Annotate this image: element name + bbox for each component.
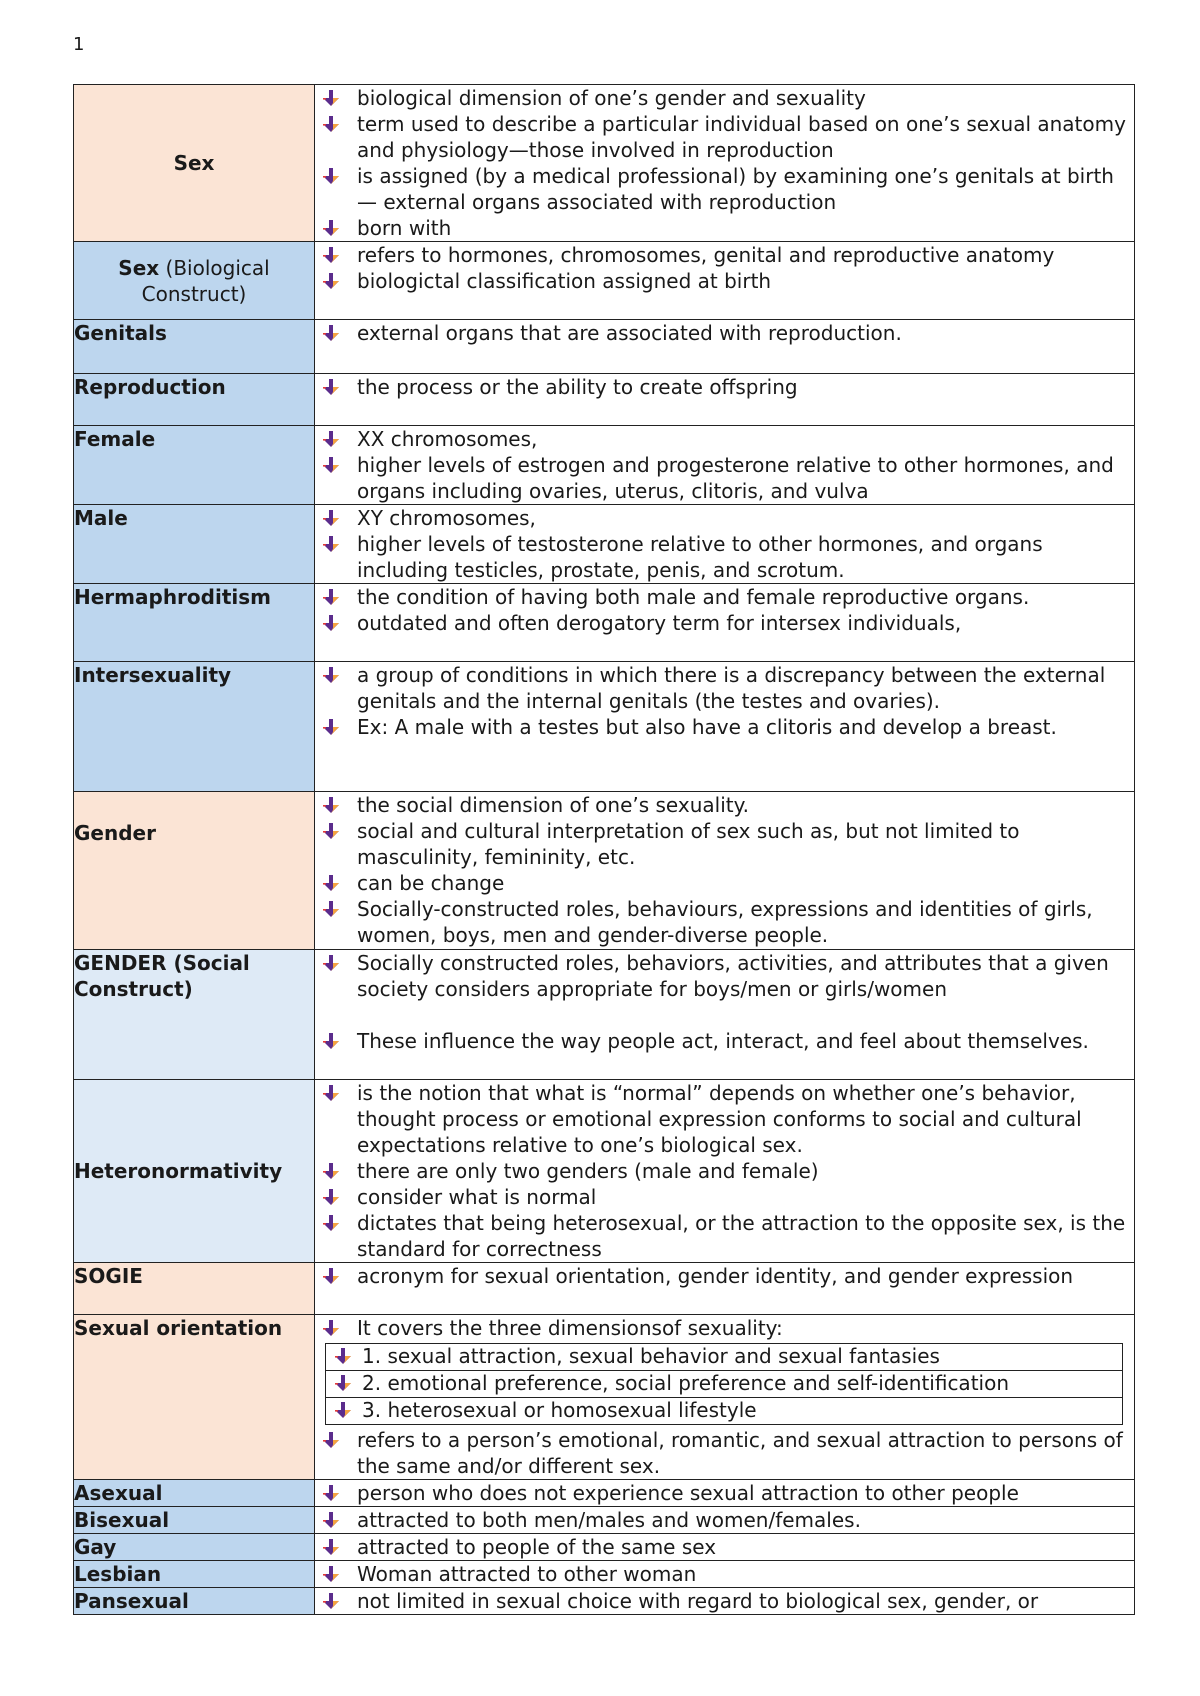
definition-cell — [315, 242, 1135, 320]
arrow-down-bullet-icon — [322, 796, 340, 814]
list-item: born with — [315, 215, 1134, 241]
term-label: Male — [74, 506, 128, 530]
table-row — [74, 426, 1135, 505]
arrow-down-bullet-icon — [322, 1511, 340, 1529]
term-cell — [74, 950, 315, 1080]
arrow-down-bullet-icon — [322, 1214, 340, 1232]
arrow-down-bullet-icon — [322, 900, 340, 918]
list-item: can be change — [315, 870, 1134, 896]
arrow-down-bullet-icon — [322, 89, 340, 107]
definition-cell — [315, 1315, 1135, 1480]
list-item: the social dimension of one’s sexuality. — [315, 792, 1134, 818]
list-item: higher levels of estrogen and progesterone relative to other hormones, and organs including ovaries, uterus, clitoris, and vulva — [315, 452, 1134, 504]
term-cell — [74, 1480, 315, 1507]
table-row — [74, 320, 1135, 374]
table-row — [74, 1263, 1135, 1315]
definition-cell — [315, 1263, 1135, 1315]
list-item: attracted to people of the same sex — [315, 1534, 1134, 1560]
arrow-down-bullet-icon — [322, 1032, 340, 1050]
list-item: acronym for sexual orientation, gender identity, and gender expression — [315, 1263, 1134, 1289]
list-gap — [315, 1002, 1134, 1028]
term-label: Hermaphroditism — [74, 585, 271, 609]
arrow-down-bullet-icon — [322, 246, 340, 264]
arrow-down-bullet-icon — [322, 1592, 340, 1610]
table-row — [74, 662, 1135, 792]
list-item: Ex: A male with a testes but also have a clitoris and develop a breast. — [315, 714, 1134, 740]
arrow-down-bullet-icon — [322, 1319, 340, 1337]
definition-cell — [315, 1561, 1135, 1588]
table-row — [74, 792, 1135, 950]
term-cell — [74, 85, 315, 242]
table-row — [74, 1080, 1135, 1263]
term-label: Sex — [173, 151, 215, 175]
arrow-down-bullet-icon — [322, 1162, 340, 1180]
term-cell — [74, 662, 315, 792]
list-item: external organs that are associated with reproduction. — [315, 320, 1134, 346]
list-item: is the notion that what is “normal” depends on whether one’s behavior, thought process or emotional expression conforms to social and cultural expectations relative to one’s biological sex. — [315, 1080, 1134, 1158]
term-cell — [74, 1534, 315, 1561]
term-cell — [74, 584, 315, 662]
term-cell — [74, 1080, 315, 1263]
arrow-down-bullet-icon — [322, 822, 340, 840]
list-item: Woman attracted to other woman — [315, 1561, 1134, 1587]
list-item: social and cultural interpretation of sex such as, but not limited to masculinity, femininity, etc. — [315, 818, 1134, 870]
arrow-down-bullet-icon — [334, 1374, 352, 1392]
arrow-down-bullet-icon — [322, 535, 340, 553]
list-item: a group of conditions in which there is a discrepancy between the external genitals and the internal genitals (the testes and ovaries). — [315, 662, 1134, 714]
definition-cell — [315, 792, 1135, 950]
list-item: outdated and often derogatory term for intersex individuals, — [315, 610, 1134, 636]
table-row — [74, 584, 1135, 662]
list-item: term used to describe a particular individual based on one’s sexual anatomy and physiology—those involved in reproduction — [315, 111, 1134, 163]
term-cell — [74, 1588, 315, 1615]
definition-cell — [315, 1507, 1135, 1534]
term-cell — [74, 1507, 315, 1534]
arrow-down-bullet-icon — [322, 430, 340, 448]
list-item: consider what is normal — [315, 1184, 1134, 1210]
arrow-down-bullet-icon — [322, 324, 340, 342]
definition-cell — [315, 584, 1135, 662]
definition-cell — [315, 505, 1135, 584]
list-item: refers to hormones, chromosomes, genital and reproductive anatomy — [315, 242, 1134, 268]
arrow-down-bullet-icon — [322, 954, 340, 972]
arrow-down-bullet-icon — [322, 219, 340, 237]
list-item: 2. emotional preference, social preference and self-identification — [326, 1371, 1122, 1395]
term-label: GENDER (Social Construct) — [74, 951, 250, 1001]
arrow-down-bullet-icon — [322, 378, 340, 396]
term-label: Sex — [118, 255, 160, 280]
terms-table — [73, 84, 1135, 1615]
arrow-down-bullet-icon — [322, 272, 340, 290]
table-row — [74, 1534, 1135, 1561]
arrow-down-bullet-icon — [334, 1347, 352, 1365]
term-label: Genitals — [74, 321, 167, 345]
table-row — [74, 1588, 1135, 1615]
definition-cell — [315, 320, 1135, 374]
list-item: dictates that being heterosexual, or the attraction to the opposite sex, is the standard for correctness — [315, 1210, 1134, 1262]
arrow-down-bullet-icon — [322, 167, 340, 185]
list-item: XX chromosomes, — [315, 426, 1134, 452]
list-item: It covers the three dimensionsof sexuality: — [315, 1315, 1134, 1341]
arrow-down-bullet-icon — [322, 614, 340, 632]
term-label: Heteronormativity — [74, 1159, 283, 1183]
definition-cell — [315, 1080, 1135, 1263]
table-row — [74, 1507, 1135, 1534]
term-label: Sexual orientation — [74, 1316, 283, 1340]
definition-cell — [315, 662, 1135, 792]
arrow-down-bullet-icon — [334, 1401, 352, 1419]
arrow-down-bullet-icon — [322, 1084, 340, 1102]
definition-cell — [315, 1588, 1135, 1615]
term-label: Pansexual — [74, 1589, 189, 1613]
term-label: Asexual — [74, 1481, 163, 1505]
arrow-down-bullet-icon — [322, 874, 340, 892]
list-item: Socially constructed roles, behaviors, activities, and attributes that a given society considers appropriate for boys/men or girls/women — [315, 950, 1134, 1002]
definition-cell — [315, 1480, 1135, 1507]
arrow-down-bullet-icon — [322, 456, 340, 474]
arrow-down-bullet-icon — [322, 1538, 340, 1556]
term-label: Female — [74, 427, 156, 451]
term-suffix: (Biological Construct) — [141, 255, 270, 306]
arrow-down-bullet-icon — [322, 1431, 340, 1449]
term-cell — [74, 505, 315, 584]
term-cell — [74, 1315, 315, 1480]
arrow-down-bullet-icon — [322, 666, 340, 684]
list-item: higher levels of testosterone relative to other hormones, and organs including testicles, prostate, penis, and scrotum. — [315, 531, 1134, 583]
arrow-down-bullet-icon — [322, 509, 340, 527]
list-item: not limited in sexual choice with regard to biological sex, gender, or — [315, 1588, 1134, 1614]
page-number: 1 — [73, 34, 85, 55]
arrow-down-bullet-icon — [322, 1188, 340, 1206]
table-row — [74, 85, 1135, 242]
list-item: the process or the ability to create offspring — [315, 374, 1134, 400]
term-label: Reproduction — [74, 375, 226, 399]
definition-cell — [315, 374, 1135, 426]
list-item: biological dimension of one’s gender and sexuality — [315, 85, 1134, 111]
term-cell — [74, 374, 315, 426]
arrow-down-bullet-icon — [322, 718, 340, 736]
list-item: 3. heterosexual or homosexual lifestyle — [326, 1398, 1122, 1422]
term-cell — [74, 320, 315, 374]
term-label: Intersexuality — [74, 663, 232, 687]
table-row — [74, 950, 1135, 1080]
term-cell — [74, 1561, 315, 1588]
term-cell — [74, 426, 315, 505]
table-row — [74, 1480, 1135, 1507]
term-label: SOGIE — [74, 1264, 143, 1288]
list-item: is assigned (by a medical professional) by examining one’s genitals at birth — external organs associated with reproduction — [315, 163, 1134, 215]
list-item: 1. sexual attraction, sexual behavior and sexual fantasies — [326, 1344, 1122, 1368]
arrow-down-bullet-icon — [322, 1565, 340, 1583]
term-cell — [74, 1263, 315, 1315]
list-item: These influence the way people act, interact, and feel about themselves. — [315, 1028, 1134, 1054]
arrow-down-bullet-icon — [322, 588, 340, 606]
table-row — [74, 505, 1135, 584]
list-item: biologictal classification assigned at birth — [315, 268, 1134, 294]
definition-cell — [315, 426, 1135, 505]
list-item: Socially-constructed roles, behaviours, expressions and identities of girls, women, boys, men and gender-diverse people. — [315, 896, 1134, 948]
sub-list-table — [325, 1343, 1123, 1425]
term-label: Bisexual — [74, 1508, 170, 1532]
term-cell — [74, 242, 315, 320]
term-label: Gender — [74, 821, 156, 845]
table-row — [74, 242, 1135, 320]
term-label: Lesbian — [74, 1562, 162, 1586]
list-item: the condition of having both male and female reproductive organs. — [315, 584, 1134, 610]
arrow-down-bullet-icon — [322, 1267, 340, 1285]
table-row — [74, 1315, 1135, 1480]
arrow-down-bullet-icon — [322, 1484, 340, 1502]
definition-cell — [315, 950, 1135, 1080]
list-item: there are only two genders (male and female) — [315, 1158, 1134, 1184]
term-cell — [74, 792, 315, 950]
definition-cell — [315, 1534, 1135, 1561]
list-item: refers to a person’s emotional, romantic, and sexual attraction to persons of the same and/or different sex. — [315, 1427, 1134, 1479]
arrow-down-bullet-icon — [322, 115, 340, 133]
list-item: person who does not experience sexual attraction to other people — [315, 1480, 1134, 1506]
list-item: XY chromosomes, — [315, 505, 1134, 531]
list-item: attracted to both men/males and women/females. — [315, 1507, 1134, 1533]
table-row — [74, 374, 1135, 426]
definition-cell — [315, 85, 1135, 242]
table-row — [74, 1561, 1135, 1588]
term-label: Gay — [74, 1535, 117, 1559]
